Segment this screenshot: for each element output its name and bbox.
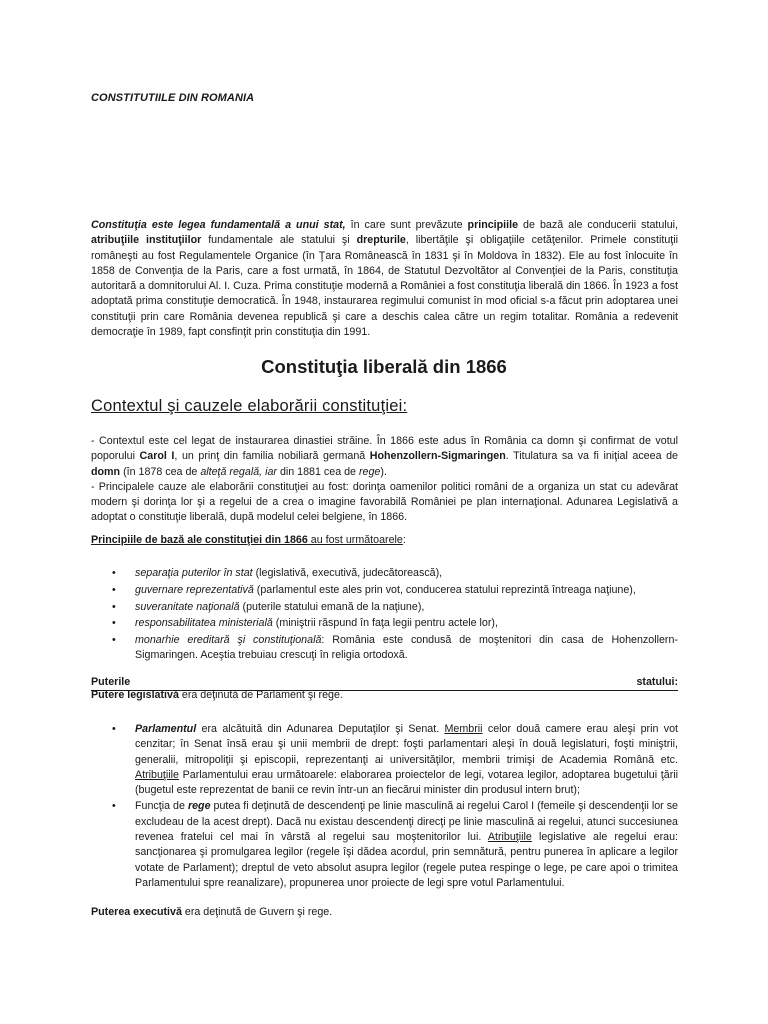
ctx-bold-hohenzollern: Hohenzollern-Sigmaringen — [369, 450, 506, 463]
context-paragraph-2: - Principalele cauze ale elaborării constituţiei au fost: dorinţa oamenilor politici români de a organiza un stat cu adevărat modern şi dorinţa lor şi a regelui de a crea o imagine favorabilă României pe plan internaţional. Adunarea Legislativă a adoptat o constituţie liberală, după modelul celei belgiene, în 1866. — [91, 480, 678, 524]
executive-power-line — [91, 906, 332, 918]
intro-text: în care sunt prevăzute — [345, 219, 468, 231]
principle-desc: : România este condusă de moştenitori din casa de Hohenzollern-Sigmaringen. Aceştia trebuiau crescuţi în religia ortodoxă. — [135, 634, 678, 662]
bullet-icon: • — [112, 617, 116, 630]
powers-heading-right: statului: — [636, 676, 678, 688]
ctx-italic-iar: iar — [262, 465, 277, 478]
ctx-italic-rege: rege — [358, 465, 381, 478]
heading-constitutia-1866: Constituţia liberală din 1866 — [261, 356, 507, 377]
executive-bold: Puterea executivă — [91, 906, 182, 918]
principle-desc: (puterile statului emană de la naţiune), — [239, 600, 425, 613]
principle-term: suveranitate naţională — [135, 600, 240, 613]
list-item — [91, 566, 678, 581]
bullet-icon: • — [112, 583, 116, 596]
list-item — [91, 633, 678, 664]
ctx-bold-carol: Carol I — [139, 450, 175, 463]
parliament-text: Parlamentului erau următoarele: elaborarea proiectelor de legi, votarea legilor, adoptarea bugetului ţării (bugetul este reprezentat de banii ce revin într-un an fiecărui minister din produsul intern brut); — [135, 768, 678, 797]
ctx-text: din 1881 cea de — [276, 465, 359, 478]
parliament-text: celor două camere erau aleşi prin vot cenzitar; în Senat însă erau şi unii membrii de drept: foşti parlamentari aleşi în două legislaturi, foşti miniştrii, generalii, mitropoliţii şi episcopii, reprezentanţi ai universităţilor, membrii trimişi de Academia Română etc. — [135, 723, 678, 766]
ctx-text: . Titulatura sa va fi iniţial aceea de — [505, 450, 678, 463]
principle-term: guvernare reprezentativă — [135, 583, 254, 596]
principles-heading-rest: au fost următoarele — [307, 534, 403, 546]
ctx-text: ). — [380, 465, 387, 478]
principles-heading-bold: Principiile de bază ale constituţiei din 1866 — [91, 534, 308, 546]
parliament-term: Parlamentul — [135, 723, 197, 735]
powers-heading-left: Puterile — [91, 676, 131, 688]
legislative-list — [91, 722, 678, 892]
intro-lead: Constituţia este legea fundamentală a unui stat, — [91, 219, 346, 231]
list-item — [91, 583, 678, 598]
bullet-icon: • — [112, 634, 116, 647]
intro-bold-atributiile: atribuţiile instituţiilor — [91, 234, 202, 247]
king-term: rege — [187, 800, 211, 813]
list-item — [91, 616, 678, 631]
principles-heading — [91, 534, 406, 546]
executive-text: era deţinută de Guvern şi rege. — [181, 906, 333, 918]
principle-term: separaţia puterilor în stat — [135, 567, 253, 579]
list-item — [91, 600, 678, 615]
intro-text: de bază ale conducerii statului, — [518, 219, 678, 231]
king-text: putea fi deţinută de descendenţi pe linie masculină ai regelui Carol I (femeile şi descendenţii lor se excludeau de la acest drept). Dacă nu existau descendenţi direcţi pe linie masculină ai regelui, atunci succesiunea revenea fratelui cel mai în vârstă al regelui sau moştenitorilor lui. — [135, 800, 678, 844]
heading-context: Contextul şi cauzele elaborării constituţiei: — [91, 397, 408, 415]
ctx-italic-alteta: alteţă regală, — [200, 465, 263, 478]
principle-desc: (parlamentul este ales prin vot, conducerea statului reprezintă întreaga naţiune), — [253, 583, 636, 596]
list-item-king — [91, 799, 678, 891]
document-title: CONSTITUTIILE DIN ROMANIA — [91, 92, 255, 104]
intro-text: fundamentale ale statului şi — [201, 234, 357, 247]
principle-desc: (miniştrii răspund în faţa legii pentru actele lor), — [272, 617, 498, 630]
bullet-icon: • — [112, 800, 116, 813]
bullet-icon: • — [112, 723, 116, 735]
king-text: Funcţia de — [135, 800, 188, 813]
bullet-icon: • — [112, 567, 116, 579]
ctx-text: (în 1878 cea de — [120, 465, 201, 478]
legislative-text: era deţinută de Parlament şi rege. — [178, 689, 343, 701]
parliament-underline-membrii: Membrii — [444, 723, 483, 735]
legislative-power-line — [91, 689, 343, 701]
principles-list — [91, 566, 678, 665]
king-text: legislative ale regelui erau: sancţionarea şi promulgarea legilor (regele îşi dădea acordul, prin semnătură, pentru punerea în aplicare a legilor votate de Parlament); dreptul de veto absolut asupra legilor (regele putea respinge o lege, pe care apoi o trimitea Parlamentului spre reanalizare), propunerea unor proiecte de legi spre votul Parlamentului. — [135, 831, 678, 889]
principle-term: responsabilitatea ministerială — [135, 617, 273, 630]
principle-desc: (legislativă, executivă, judecătorească), — [252, 567, 443, 579]
ctx-text: - Contextul este cel legat de instaurarea dinastiei străine. În 1866 este adus în România ca domn şi confirmat de votul poporului — [91, 435, 678, 463]
legislative-bold: Putere legislativă — [91, 689, 179, 701]
parliament-text: era alcătuită din Adunarea Deputaţilor şi Senat. — [196, 723, 445, 735]
ctx-text: , un prinţ din familia nobiliară germană — [174, 450, 370, 463]
intro-bold-drepturile: drepturile — [356, 234, 406, 247]
list-item-parliament — [91, 722, 678, 798]
intro-paragraph — [91, 218, 678, 340]
parliament-underline-atributiile: Atribuţiile — [135, 768, 179, 781]
intro-text: , libertăţile şi obligaţiile cetăţenilor. Primele constituţii româneşti au fost Regulamentele Organice (în Ţara Românească în 1831 şi în Moldova în 1832). Ele au fost înlocuite în 1858 de Convenţia de la Paris, care a fost urmată, în 1864, de Statutul Dezvoltător al Convenţiei de la Paris, constituţia autoritară a domnitorului Al. I. Cuza. Prima constituţie modernă a României a fost constituţia liberală din 1866. În 1923 a fost adoptată prima constituţie democratică. În 1948, instaurarea regimului comunist în mod oficial s-a făcut prin adoptarea unei constituţii prin care România devenea republică şi care a deschis calea către un regim totalitar. România a redevenit democraţie în 1989, fapt consfinţit prin constituţia din 1991. — [91, 234, 678, 339]
context-paragraph-1 — [91, 434, 678, 480]
king-underline-atributiile: Atribuţiile — [487, 831, 532, 844]
intro-bold-principiile: principiile — [467, 219, 519, 231]
principles-heading-colon: : — [402, 534, 406, 546]
ctx-bold-domn: domn — [91, 465, 121, 478]
context-section — [91, 434, 678, 526]
principle-term: monarhie ereditară şi constituţională — [135, 634, 322, 647]
bullet-icon: • — [112, 600, 116, 613]
